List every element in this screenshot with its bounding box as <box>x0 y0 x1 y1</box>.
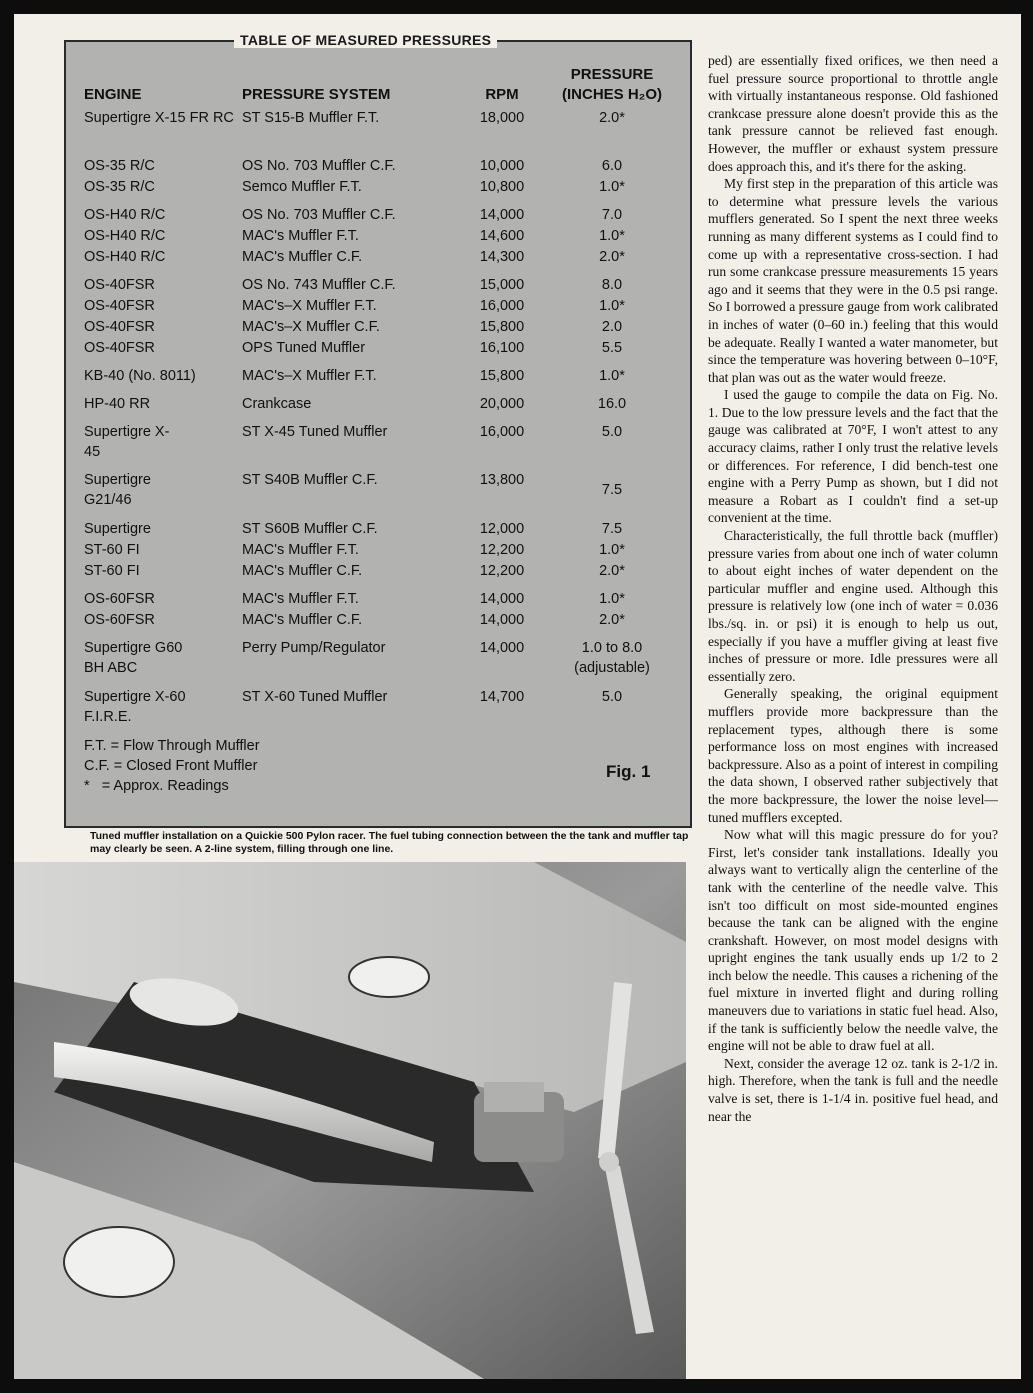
cell-rpm: 14,000 <box>479 612 525 628</box>
cell-engine: OS-H40 R/C <box>84 207 166 223</box>
cell-pressure: 6.0 <box>601 158 623 174</box>
cell-pressure: 1.0* <box>599 591 625 607</box>
cell-pressure: 1.0 to 8.0 (adjustable) <box>574 640 650 676</box>
pressure-table <box>64 32 692 828</box>
article-paragraph: My first step in the preparation of this article was to determine what pressure levels the various mufflers generated. So I spent the next three weeks running as many different systems as I could find to come up with a representative cross-section. I had run some crankcase pressure measurements 15 years ago and it seems that they were in the 0.5 psi range. So I borrowed a pressure gauge from work calibrated in inches of water (0–60 in.) feeling that this would be adequate. Really I wanted a water manometer, but since the temperature was hovering between 0–10°F, that plan was out as the water would freeze. <box>708 176 998 385</box>
cell-engine: ST-60 FI <box>84 563 140 579</box>
cell-rpm: 14,000 <box>479 207 525 223</box>
cell-rpm: 18,000 <box>479 110 525 126</box>
photo-caption: Tuned muffler installation on a Quickie 500 Pylon racer. The fuel tubing connection between the the tank and muffler tap may clearly be seen. A 2-line system, filling through one line. <box>90 830 689 855</box>
cell-system: OS No. 703 Muffler C.F. <box>242 207 396 223</box>
cell-engine: OS-60FSR <box>84 612 155 628</box>
cell-system: OPS Tuned Muffler <box>242 340 366 356</box>
photo-quickie-500-pylon-racer <box>14 862 686 1379</box>
cell-system: MAC's Muffler F.T. <box>242 542 359 558</box>
cell-pressure: 1.0* <box>599 228 625 244</box>
cell-rpm: 16,000 <box>479 424 525 440</box>
cell-system: ST X-60 Tuned Muffler <box>242 689 388 705</box>
cell-engine: OS-40FSR <box>84 298 155 314</box>
cell-pressure: 1.0* <box>599 298 625 314</box>
cell-pressure: 2.0 <box>601 319 623 335</box>
article-paragraph: Generally speaking, the original equipment mufflers provide more backpressure than the replacement types, although there is some performance loss on most engines with increased backpressure. Also as a point of interest in compiling the data shown, I observed rather subjectively that the more backpressure, the lower the noise level—tuned mufflers excepted. <box>708 686 998 825</box>
cell-engine: ST-60 FI <box>84 542 140 558</box>
cell-system: MAC's Muffler C.F. <box>242 612 363 628</box>
cell-engine: OS-H40 R/C <box>84 249 166 265</box>
cell-engine: OS-35 R/C <box>84 179 155 195</box>
cell-system: OS No. 743 Muffler C.F. <box>242 277 396 293</box>
photo-illustration <box>14 862 686 1379</box>
article-paragraph: Next, consider the average 12 oz. tank is 2-1/2 in. high. Therefore, when the tank is full and the needle valve is set, there is 1-1/4 in. positive fuel head, and near the <box>708 1055 998 1124</box>
cell-pressure: 2.0* <box>599 110 625 126</box>
cell-pressure: 8.0 <box>601 277 623 293</box>
cell-engine: OS-40FSR <box>84 340 155 356</box>
cell-system: Crankcase <box>242 396 312 412</box>
cell-engine: OS-H40 R/C <box>84 228 166 244</box>
cell-pressure: 2.0* <box>599 249 625 265</box>
cell-rpm: 16,000 <box>479 298 525 314</box>
cell-rpm: 12,200 <box>479 563 525 579</box>
cell-engine: OS-60FSR <box>84 591 155 607</box>
cell-engine: KB-40 (No. 8011) <box>84 368 196 384</box>
cell-rpm: 12,200 <box>479 542 525 558</box>
header-rpm: RPM <box>485 86 519 103</box>
cell-pressure: 5.0 <box>601 424 623 440</box>
cell-pressure: 1.0* <box>599 368 625 384</box>
header-system: PRESSURE SYSTEM <box>242 86 391 103</box>
note-approx: * = Approx. Readings <box>84 778 229 794</box>
cell-engine: Supertigre X-15 FR RC <box>84 110 234 126</box>
cell-rpm: 14,700 <box>479 689 525 705</box>
cell-rpm: 15,800 <box>479 368 525 384</box>
header-pressure-line1: PRESSURE <box>570 66 654 83</box>
cell-rpm: 10,800 <box>479 179 525 195</box>
cell-engine: OS-40FSR <box>84 277 155 293</box>
cell-engine: Supertigre <box>84 521 151 537</box>
article-paragraph: ped) are essentially fixed orifices, we then need a fuel pressure source proportional to throttle angle with virtually instantaneous response. Old fashioned crankcase pressure alone doesn't provide this as the tank pressure cannot be relieved fast enough. However, the muffler or exhaust system pressure does approach this, and it's there for the asking. <box>708 53 998 174</box>
cell-pressure: 7.5 <box>601 482 623 498</box>
cell-pressure: 1.0* <box>599 542 625 558</box>
article-paragraph: Characteristically, the full throttle back (muffler) pressure varies from about one inch of water column to about eight inches of water dependent on the particular muffler and engine used. Although this pressure is relatively low (one inch of water = 0.036 lbs./sq. in. or psi) it is enough to help us out, especially if you have a muffler giving at least five inches of pressure or more. Idle pressures were all essentially zero. <box>708 528 998 684</box>
cell-rpm: 14,000 <box>479 640 525 656</box>
cell-system: MAC's–X Muffler C.F. <box>242 319 380 335</box>
cell-engine: Supertigre X-60 F.I.R.E. <box>84 689 186 725</box>
cell-system: ST S40B Muffler C.F. <box>242 472 378 488</box>
cell-system: MAC's Muffler C.F. <box>242 249 363 265</box>
cell-pressure: 2.0* <box>599 563 625 579</box>
cell-engine: Supertigre G60 BH ABC <box>84 640 183 676</box>
cell-rpm: 14,300 <box>479 249 525 265</box>
cell-engine: Supertigre X-45 <box>84 424 170 460</box>
cell-rpm: 15,800 <box>479 319 525 335</box>
header-pressure-line2: (INCHES H₂O) <box>562 86 662 103</box>
cell-system: Semco Muffler F.T. <box>242 179 362 195</box>
table-title: TABLE OF MEASURED PRESSURES <box>234 32 497 48</box>
cell-system: MAC's–X Muffler F.T. <box>242 298 377 314</box>
cell-engine: OS-40FSR <box>84 319 155 335</box>
cell-system: MAC's Muffler F.T. <box>242 228 359 244</box>
cell-system: OS No. 703 Muffler C.F. <box>242 158 396 174</box>
cell-pressure: 5.0 <box>601 689 623 705</box>
cell-engine: HP-40 RR <box>84 396 151 412</box>
cell-system: MAC's Muffler F.T. <box>242 591 359 607</box>
cell-rpm: 20,000 <box>479 396 525 412</box>
cell-system: ST S60B Muffler C.F. <box>242 521 378 537</box>
cell-system: Perry Pump/Regulator <box>242 640 386 656</box>
header-engine: ENGINE <box>84 86 142 103</box>
cell-pressure: 7.0 <box>601 207 623 223</box>
cell-rpm: 15,000 <box>479 277 525 293</box>
table-notes <box>84 736 260 796</box>
cell-pressure: 7.5 <box>601 521 623 537</box>
cell-pressure: 5.5 <box>601 340 623 356</box>
cell-rpm: 12,000 <box>479 521 525 537</box>
cell-pressure: 16.0 <box>597 396 627 412</box>
cell-engine: Supertigre G21/46 <box>84 472 151 508</box>
cell-rpm: 10,000 <box>479 158 525 174</box>
cell-system: ST S15-B Muffler F.T. <box>242 110 380 126</box>
cell-rpm: 16,100 <box>479 340 525 356</box>
cell-system: ST X-45 Tuned Muffler <box>242 424 388 440</box>
cell-rpm: 14,600 <box>479 228 525 244</box>
magazine-page <box>14 14 1021 1379</box>
cell-rpm: 14,000 <box>479 591 525 607</box>
cell-rpm: 13,800 <box>479 472 525 488</box>
note-cf: C.F. = Closed Front Muffler <box>84 758 258 774</box>
figure-label: Fig. 1 <box>606 762 651 781</box>
cell-system: MAC's–X Muffler F.T. <box>242 368 377 384</box>
article-paragraph: Now what will this magic pressure do for you? First, let's consider tank installations. Ideally you always want to vertically align the centerline of the tank with the centerline of the needle valve. This isn't too difficult on most side-mounted engines because the tank can be aligned with the engine crankshaft. However, on most model designs with upright engines the tank usually ends up 1/2 to 2 inch below the needle. This causes a richening of the fuel mixture in inverted flight and during rolling maneuvers due to variations in static fuel head. Also, if the tank is sufficiently below the needle valve, the engine will not be able to draw fuel at all. <box>708 827 998 1054</box>
article-text-column <box>708 52 998 1125</box>
cell-engine: OS-35 R/C <box>84 158 155 174</box>
article-paragraph: I used the gauge to compile the data on Fig. No. 1. Due to the low pressure levels and the fact that the gauge was calibrated at 70°F, I won't attest to any accuracy claims, rather I only trust the relative levels or differences. For reference, I did bench-test one engine with a Perry Pump as shown, but I did not measure a Robart as I couldn't find a set-up convenient at the time. <box>708 387 998 526</box>
cell-pressure: 2.0* <box>599 612 625 628</box>
cell-system: MAC's Muffler C.F. <box>242 563 363 579</box>
cell-pressure: 1.0* <box>599 179 625 195</box>
note-ft: F.T. = Flow Through Muffler <box>84 738 260 754</box>
